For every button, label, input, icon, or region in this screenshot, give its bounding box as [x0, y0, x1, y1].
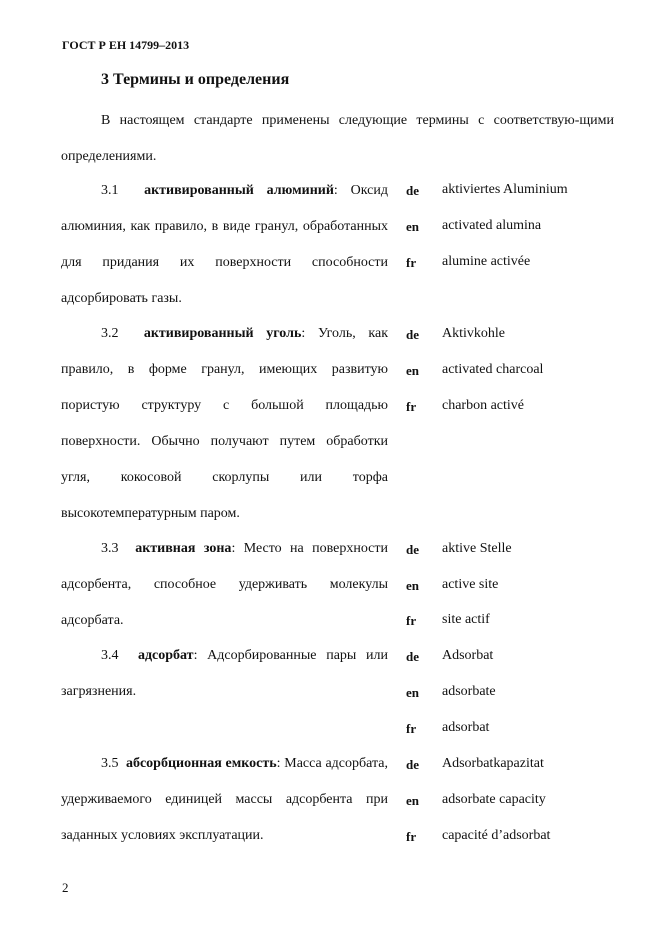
lang-term: activated alumina — [442, 218, 542, 233]
term-text: : Уголь, как правило, в форме гранул, имеющих развитую пористую структуру с большой площадью поверхности. Обычно получают путем обработки угля, кокосовой скорлупы или торфа высокотемпературным паром. — [61, 326, 388, 521]
term-name: активированный уголь — [143, 326, 302, 341]
lang-term: charbon activé — [442, 398, 525, 413]
section-title: 3 Термины и определения — [101, 71, 290, 88]
term-text: : Адсорбированные пары или загрязнения. — [61, 648, 389, 699]
lang-code: fr — [406, 613, 417, 628]
page-number: 2 — [62, 880, 69, 895]
lang-code: en — [406, 363, 419, 378]
lang-code: de — [406, 542, 419, 557]
lang-term: site actif — [442, 612, 490, 627]
lang-code: de — [406, 649, 419, 664]
lang-code: de — [406, 183, 419, 198]
term-definition — [61, 638, 388, 710]
lang-code: fr — [406, 829, 417, 844]
lang-term: aktive Stelle — [442, 541, 512, 556]
lang-code: en — [406, 793, 419, 808]
term-definition — [61, 531, 388, 639]
lang-code: fr — [406, 399, 417, 414]
term-name: адсорбат — [137, 648, 194, 663]
term-name: активная зона — [135, 541, 232, 556]
lang-code: de — [406, 327, 419, 342]
lang-term: alumine activée — [442, 254, 531, 269]
term-text: : Оксид алюминия, как правило, в виде гранул, обработанных для придания их поверхности способности адсорбировать газы. — [61, 183, 388, 306]
term-number: 3.4 — [101, 648, 119, 663]
lang-code: en — [406, 578, 419, 593]
term-name: активированный алюминий — [144, 183, 334, 198]
lang-term: aktiviertes Aluminium — [442, 182, 568, 197]
lang-term: Adsorbatkapazitat — [442, 756, 544, 771]
lang-term: active site — [442, 577, 499, 592]
lang-code: en — [406, 219, 419, 234]
document-code: ГОСТ Р ЕН 14799–2013 — [62, 38, 190, 52]
term-number: 3.1 — [101, 183, 119, 198]
lang-term: adsorbate capacity — [442, 792, 546, 807]
term-definition — [61, 316, 388, 532]
lang-code: en — [406, 685, 419, 700]
term-name: абсорбционная емкость — [125, 756, 277, 771]
lang-term: activated charcoal — [442, 362, 544, 377]
term-text: : Масса адсорбата, удерживаемого единицей массы адсорбента при заданных условиях эксплуатации. — [61, 756, 388, 843]
lang-term: capacité d’adsorbat — [442, 828, 551, 843]
lang-term: adsorbat — [442, 720, 490, 735]
term-number: 3.2 — [101, 326, 119, 341]
term-definition — [61, 746, 388, 854]
lang-code: fr — [406, 255, 417, 270]
lang-term: adsorbate — [442, 684, 496, 699]
intro-paragraph: В настоящем стандарте применены следующие термины с соответствую-щими определениями. — [61, 113, 614, 164]
lang-code: de — [406, 757, 419, 772]
lang-code: fr — [406, 721, 417, 736]
term-number: 3.3 — [101, 541, 119, 556]
term-number: 3.5 — [101, 756, 119, 771]
lang-term: Aktivkohle — [442, 326, 505, 341]
lang-term: Adsorbat — [442, 648, 494, 663]
term-text: : Место на поверхности адсорбента, способное удерживать молекулы адсорбата. — [61, 541, 389, 628]
term-definition — [61, 173, 388, 317]
